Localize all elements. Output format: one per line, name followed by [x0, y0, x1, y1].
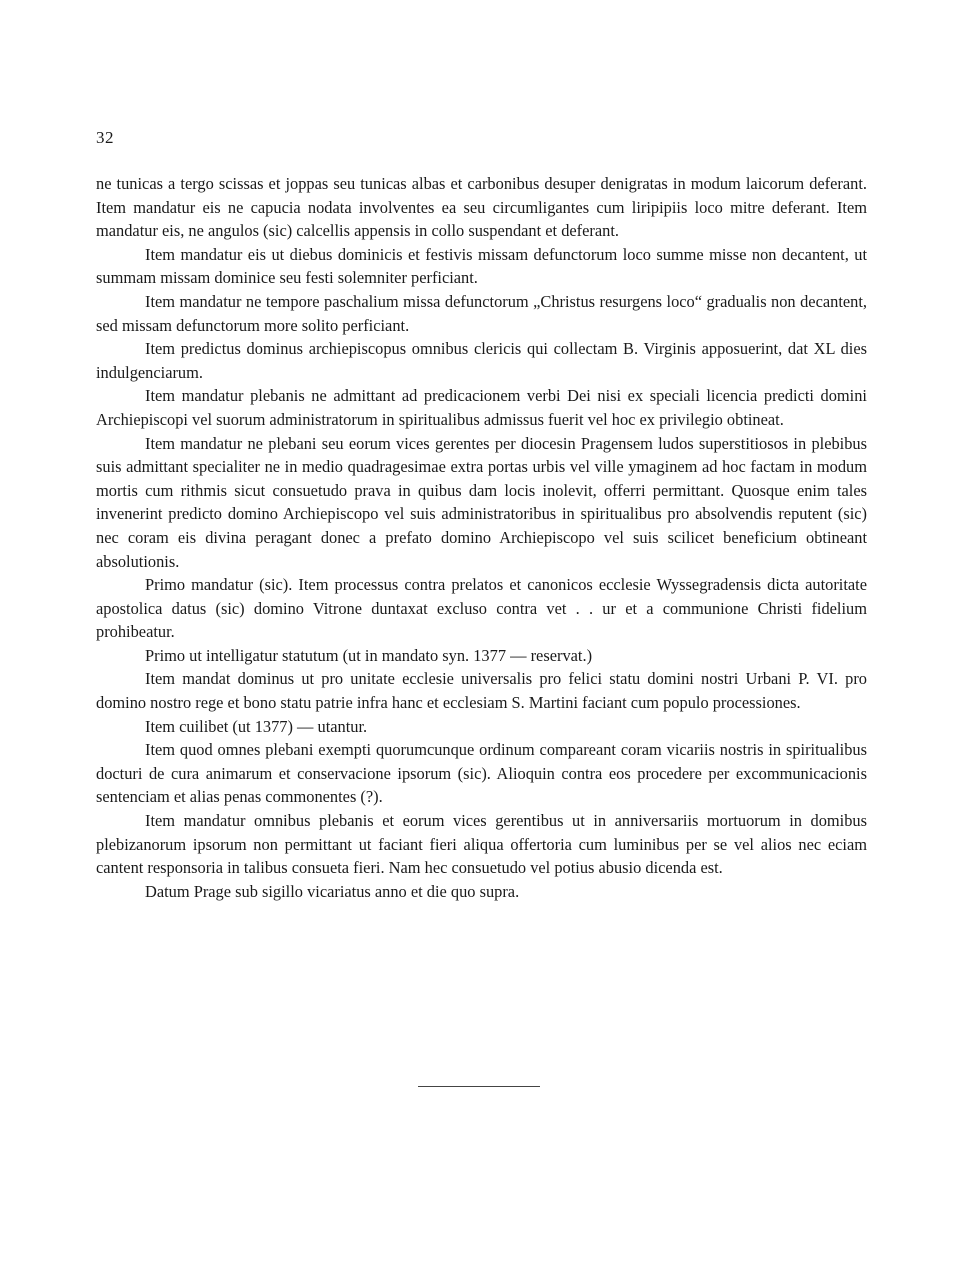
paragraph: Item mandat dominus ut pro unitate ecclesie universalis pro felici statu domini nostri Urbani P. VI. pro domino nostro rege et bono statu patrie infra hanc et ecclesiam S. Martini faciant cum populo processiones. [96, 669, 867, 713]
paragraph: Item quod omnes plebani exempti quorumcunque ordinum compareant coram vicariis nostris in spiritualibus docturi de cura animarum et conservacione ipsorum (sic). Alioquin contra eos procedere per excommunicacionis sentenciam et alias penas commonentes (?). [96, 740, 867, 807]
paragraph: Item cuilibet (ut 1377) — utantur. [145, 716, 368, 736]
body-text [96, 172, 867, 903]
closing-paragraph: Datum Prage sub sigillo vicariatus anno et die quo supra. [145, 881, 520, 901]
paragraph: Item predictus dominus archiepiscopus omnibus clericis qui collectam B. Virginis apposuerint, dat XL dies indulgenciarum. [96, 339, 867, 382]
paragraph: ne tunicas a tergo scissas et joppas seu tunicas albas et carbonibus desuper denigratas in modum laicorum deferant. Item mandatur eis ne capucia nodata involventes ea seu circumligantes cum liripipiis loco mitre deferant. Item mandatur eis, ne angulos (sic) calcellis appensis in collo suspendant et deferant. [96, 174, 867, 241]
paragraph: Item mandatur plebanis ne admittant ad predicacionem verbi Dei nisi ex speciali licencia predicti domini Archiepiscopi vel suorum administratorum in spiritualibus admissus fuerit vel hoc ex privilegio obtineat. [96, 386, 867, 429]
page-number: 32 [96, 128, 114, 147]
paragraph: Item mandatur ne plebani seu eorum vices gerentes per diocesin Pragensem ludos superstitiosos in plebibus suis admittant specialiter ne in medio quadragesimae extra portas urbis vel ville ymaginem ad hoc factam in modum mortis cum rithmis sicut consuetudo prava in quibus dam locis inolevit, offerri permittant. Quosque enim tales invenerint predicto domino Archiepiscopo vel suis administratoribus in spiritualibus pro absolvendis reputent (sic) nec coram eis divina peragant donec a prefato domino Archiepiscopo vel suis scilicet beneficium obtineant absolutionis. [96, 433, 867, 571]
paragraph: Item mandatur omnibus plebanis et eorum vices gerentibus ut in anniversariis mortuorum in domibus plebizanorum ipsorum non permittant ut faciant fieri aliqua offertoria cum luminibus per se vel alios nec eciam cantent responsoria in talibus consueta fieri. Nam hec consuetudo vel potius abusio dicenda est. [96, 811, 867, 878]
paragraph: Primo mandatur (sic). Item processus contra prelatos et canonicos ecclesie Wyssegradensis dicta autoritate apostolica datus (sic) domino Vitrone duntaxat excluso contra vet . . ur et a communione Christi fidelium prohibeatur. [96, 575, 867, 642]
end-rule [418, 1086, 540, 1087]
paragraph: Item mandatur eis ut diebus dominicis et festivis missam defunctorum loco summe misse non decantent, ut summam missam dominice seu festi solemniter perficiant. [96, 244, 867, 288]
paragraph: Item mandatur ne tempore paschalium missa defunctorum „Christus resurgens loco“ gradualis non decantent, sed missam defunctorum more solito perficiant. [96, 291, 867, 335]
paragraph: Primo ut intelligatur statutum (ut in mandato syn. 1377 — reservat.) [145, 645, 593, 665]
